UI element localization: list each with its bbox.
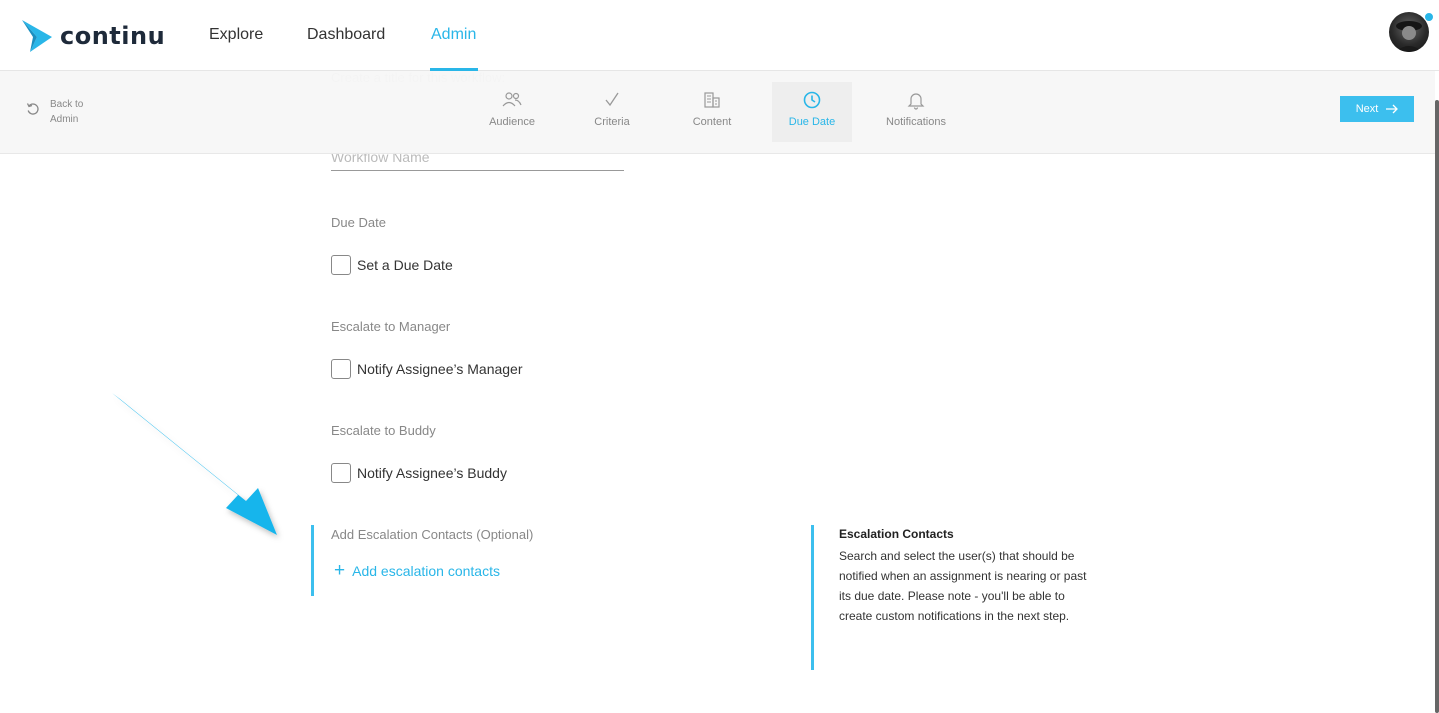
step-due-date-label: Due Date [788,116,836,128]
plus-icon: + [334,560,346,581]
step-content-label: Content [692,116,732,128]
help-box-border [811,525,814,670]
set-due-date-row[interactable] [331,255,453,275]
arrow-right-icon [1386,104,1398,114]
avatar-photo-icon [1389,12,1429,52]
notify-manager-row[interactable] [331,359,523,379]
escalate-manager-label: Escalate to Manager [331,319,451,334]
step-due-date[interactable] [772,82,852,142]
notify-buddy-checkbox[interactable] [331,463,351,483]
add-escalation-contacts-link[interactable] [334,561,500,580]
bell-icon [906,90,926,110]
step-notifications[interactable] [876,82,956,142]
help-title: Escalation Contacts [839,527,954,541]
clock-icon [802,90,822,110]
set-due-date-checkbox[interactable] [331,255,351,275]
continu-logo[interactable] [22,20,165,52]
nav-explore[interactable]: Explore [209,26,264,43]
notify-buddy-row[interactable] [331,463,507,483]
notify-manager-checkbox[interactable] [331,359,351,379]
top-navigation [0,0,1439,71]
nav-active-indicator [430,68,478,71]
notification-dot [1424,12,1434,22]
back-line-1: Back to [50,99,84,110]
add-escalation-contacts-text: Add escalation contacts [352,562,500,579]
page-scrollbar[interactable] [1435,100,1439,713]
step-audience-label: Audience [489,116,535,128]
next-button[interactable] [1340,96,1414,122]
escalation-section-border [311,525,314,596]
step-criteria[interactable] [572,82,652,142]
help-body: Search and select the user(s) that should be notified when an assignment is nearing or past its due date. Please note - you'll be able to create custom notifications in the next step. [839,549,1087,623]
notify-buddy-label: Notify Assignee’s Buddy [357,465,507,481]
set-due-date-label: Set a Due Date [357,257,453,273]
step-audience[interactable] [472,82,552,142]
nav-admin[interactable]: Admin [431,26,477,43]
next-label: Next [1355,103,1379,115]
escalation-contacts-label: Add Escalation Contacts (Optional) [331,527,534,542]
users-icon [502,90,522,110]
back-line-2: Admin [50,114,79,125]
undo-icon [26,102,40,116]
step-content[interactable] [672,82,752,142]
escalate-buddy-label: Escalate to Buddy [331,423,436,438]
avatar[interactable] [1389,12,1429,52]
step-notifications-label: Notifications [886,116,946,128]
nav-dashboard[interactable]: Dashboard [307,26,386,43]
workflow-step-bar [0,71,1435,154]
check-icon [602,90,622,110]
logo-text: continu [60,22,166,50]
annotation-arrow-icon [100,385,290,545]
due-date-label: Due Date [331,215,386,230]
step-criteria-label: Criteria [594,116,630,128]
logo-arrow-icon [22,20,52,52]
notify-manager-label: Notify Assignee’s Manager [357,361,523,377]
back-to-admin-link[interactable] [26,97,83,127]
building-icon [702,90,722,110]
